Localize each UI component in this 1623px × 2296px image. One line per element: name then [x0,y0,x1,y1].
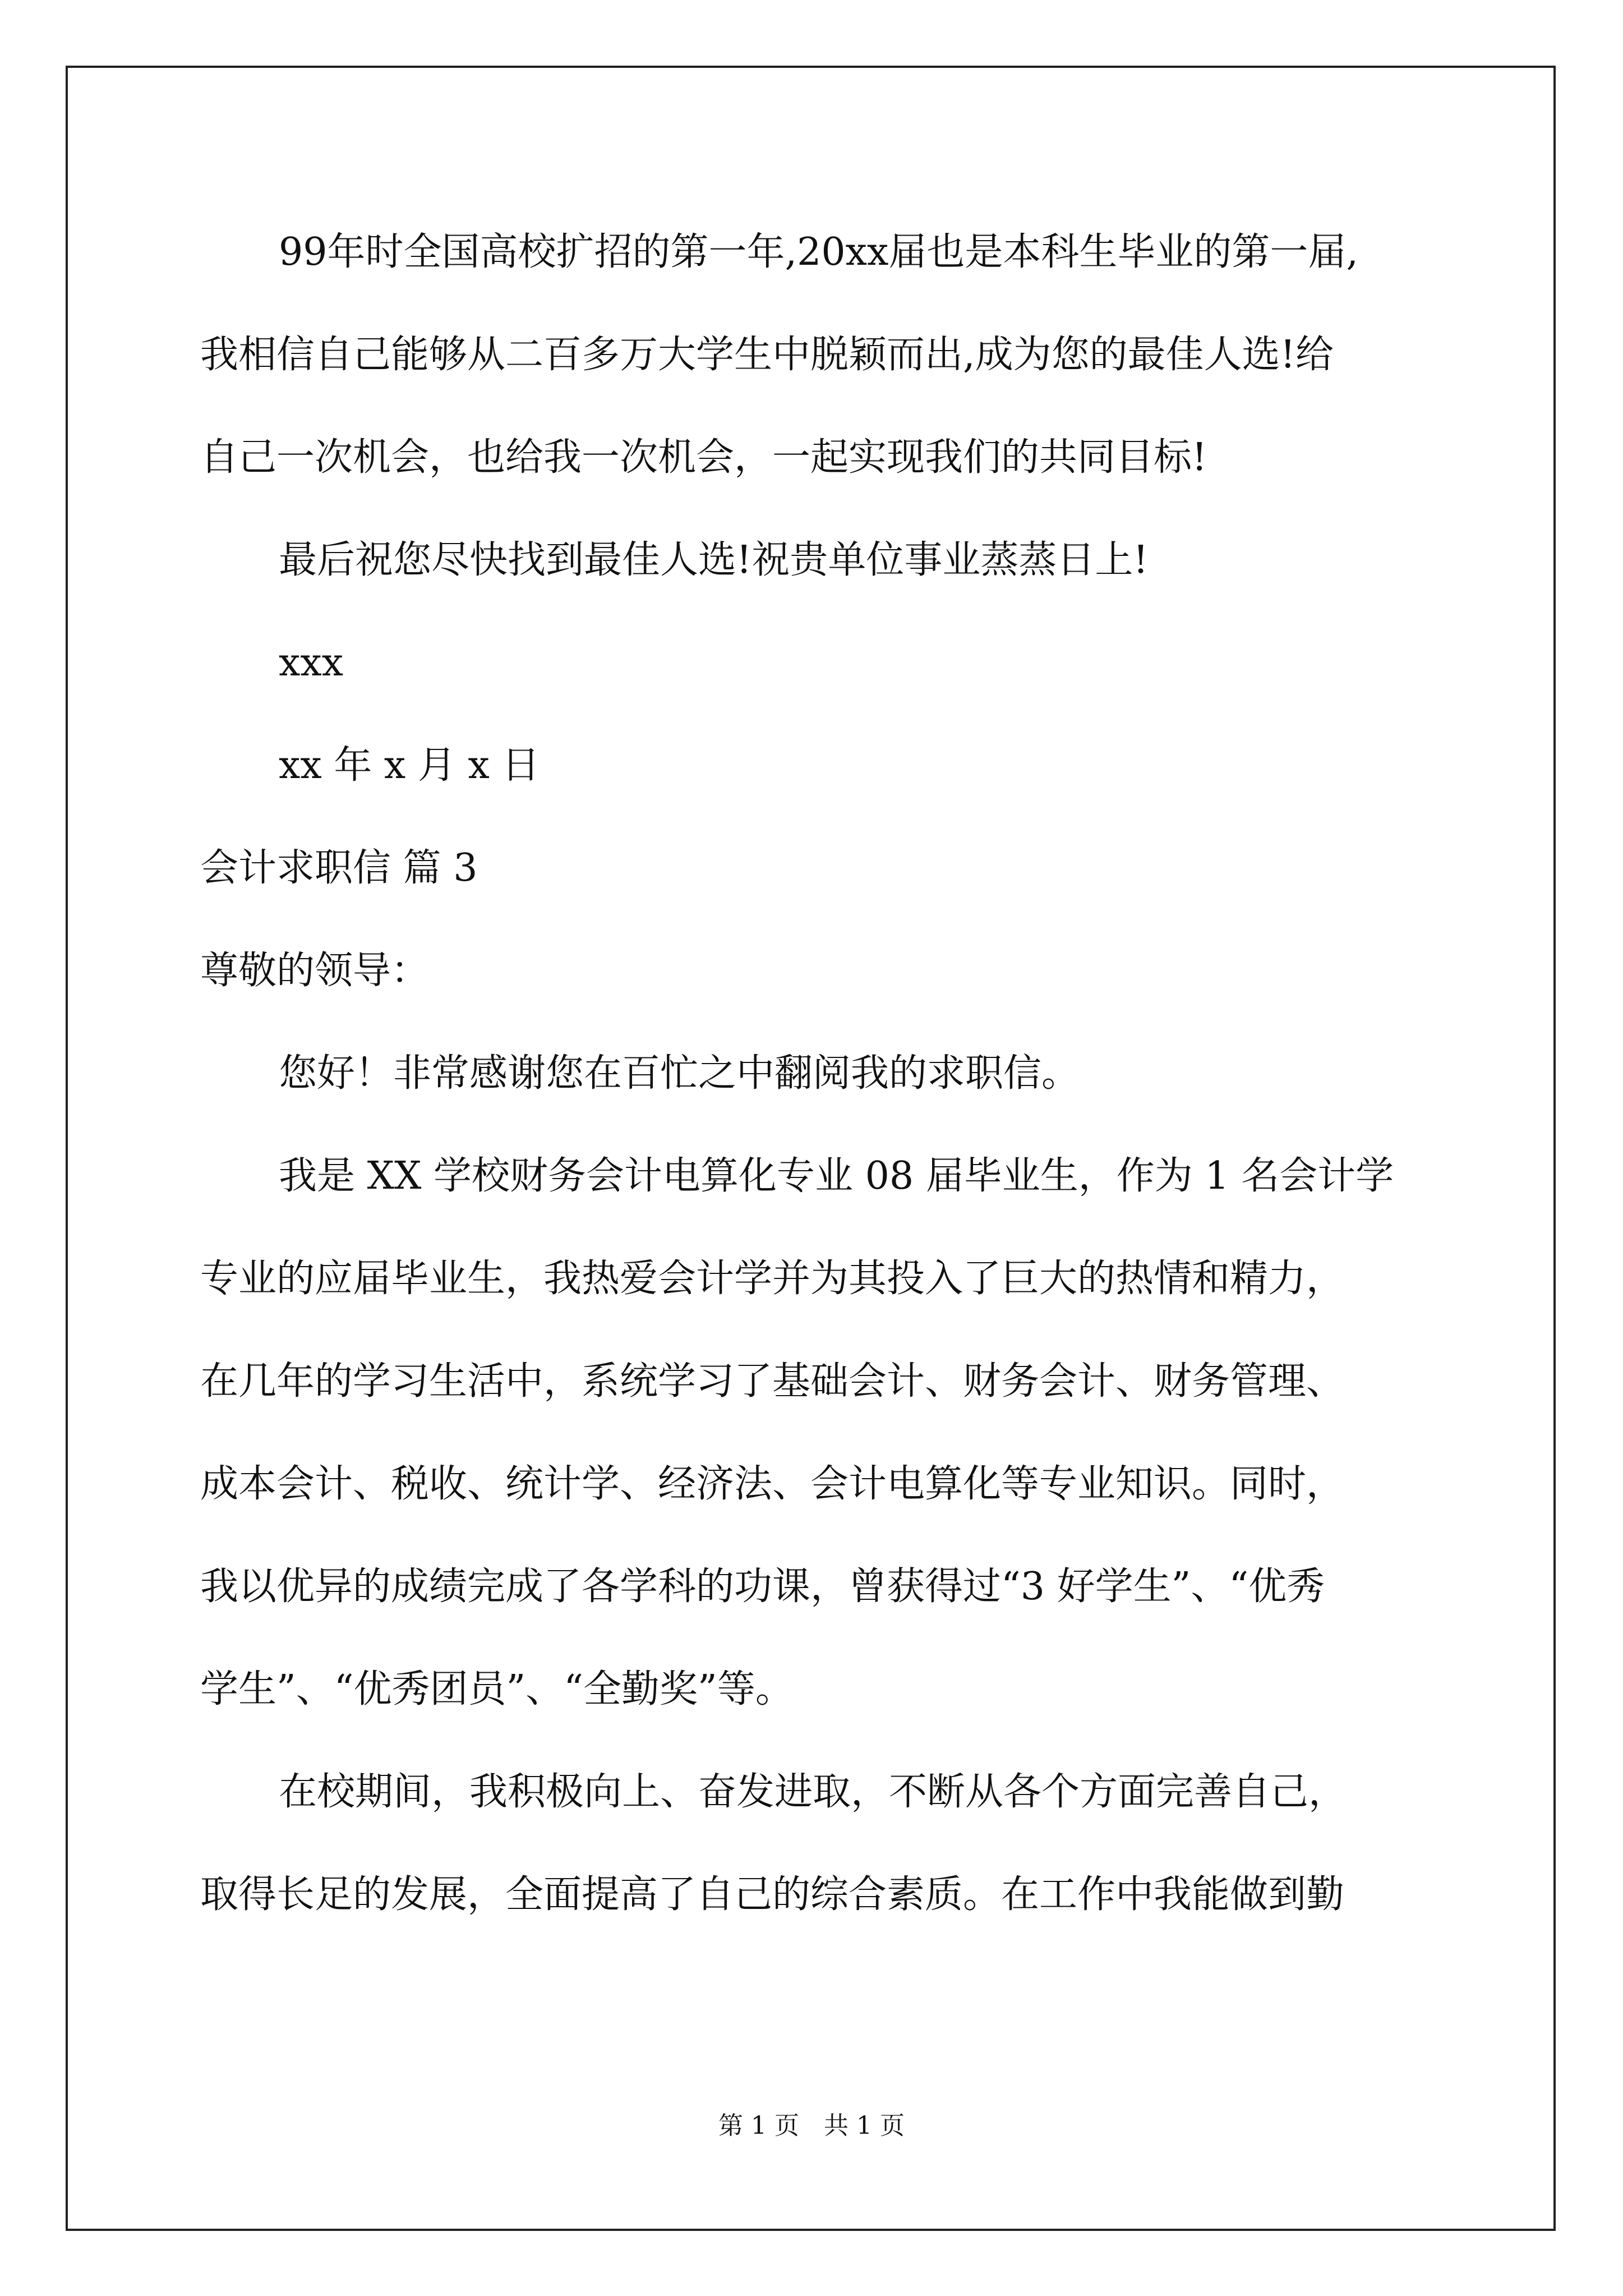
text-line: 自己一次机会，也给我一次机会，一起实现我们的共同目标! [200,435,1207,480]
text-line: 我相信自己能够从二百多万大学生中脱颖而出,成为您的最佳人选!给 [200,333,1334,377]
greeting: 您好！非常感谢您在百忙之中翻阅我的求职信。 [279,1051,1080,1096]
text-line: 在校期间，我积极向上、奋发进取，不断从各个方面完善自己， [279,1770,1347,1814]
signature-date: xx 年 x 月 x 日 [279,743,540,788]
closing-wish: 最后祝您尽快找到最佳人选!祝贵单位事业蒸蒸日上! [279,538,1149,582]
text-line: 我是 XX 学校财务会计电算化专业 08 届毕业生，作为 1 名会计学 [279,1154,1394,1198]
text-line: 学生”、“优秀团员”、“全勤奖”等。 [200,1667,794,1711]
text-line: 99年时全国高校扩招的第一年,20xx届也是本科生毕业的第一届, [279,230,1358,274]
page-footer: 第 1 页 共 1 页 [718,2111,905,2140]
document-body [200,213,1434,1958]
text-line: 取得长足的发展，全面提高了自己的综合素质。在工作中我能做到勤 [200,1872,1345,1917]
text-line: 成本会计、税收、统计学、经济法、会计电算化等专业知识。同时， [200,1462,1345,1506]
signature-name: xxx [279,641,344,685]
section-heading: 会计求职信 篇 3 [200,846,478,890]
text-line: 专业的应届毕业生，我热爱会计学并为其投入了巨大的热情和精力， [200,1257,1345,1301]
text-line: 在几年的学习生活中，系统学习了基础会计、财务会计、财务管理、 [200,1359,1345,1404]
salutation: 尊敬的领导： [200,949,430,993]
text-line: 我以优异的成绩完成了各学科的功课，曾获得过“3 好学生”、“优秀 [200,1565,1325,1609]
